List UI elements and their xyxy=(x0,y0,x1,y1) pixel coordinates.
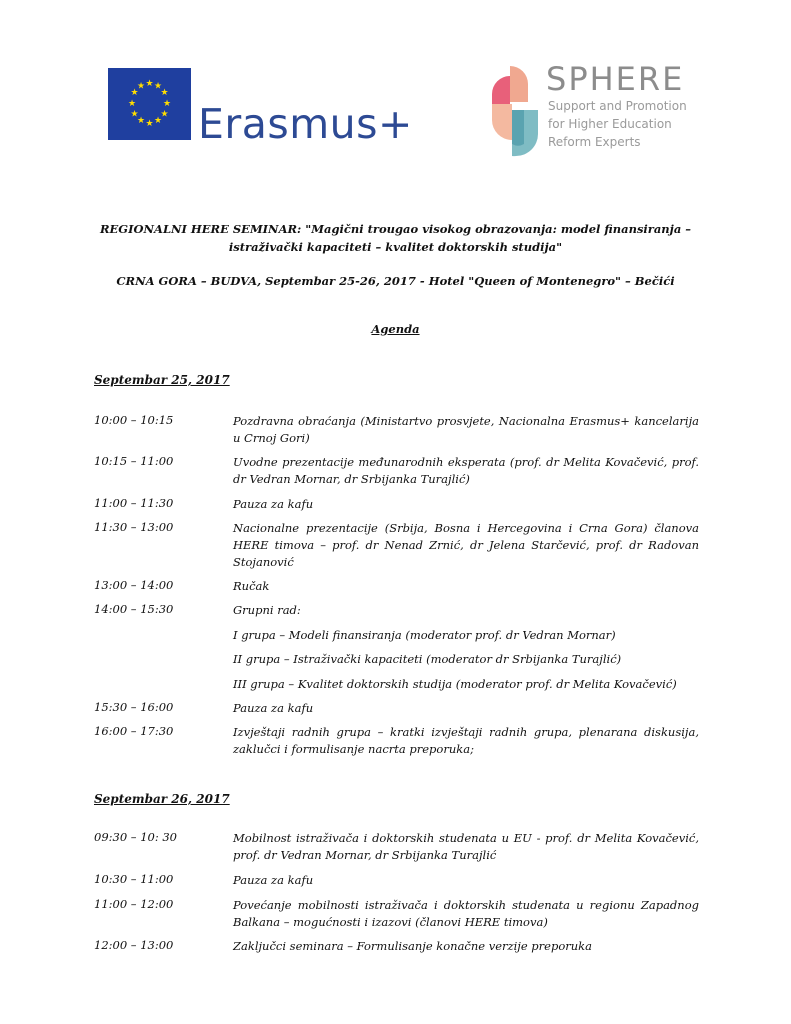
sphere-subtitle-line: for Higher Education xyxy=(548,117,672,131)
agenda-time: 10:00 – 10:15 xyxy=(94,413,174,427)
agenda-time: 16:00 – 17:30 xyxy=(94,724,174,738)
erasmus-wordmark: Erasmus+ xyxy=(198,100,413,148)
agenda-subitem: I grupa – Modeli finansiranja (moderator prof. dr Vedran Mornar) xyxy=(233,628,616,642)
agenda-subitem: III grupa – Kvalitet doktorskih studija (moderator prof. dr Melita Kovačević) xyxy=(233,677,677,691)
agenda-time: 12:00 – 13:00 xyxy=(94,938,174,952)
agenda-heading: Agenda xyxy=(371,322,420,336)
agenda-item: Zaključci seminara – Formulisanje konačne verzije preporuka xyxy=(233,939,592,953)
svg-text:★: ★ xyxy=(130,109,139,120)
svg-text:★: ★ xyxy=(160,109,169,120)
agenda-subitem: II grupa – Istraživački kapaciteti (moderator dr Srbijanka Turajlić) xyxy=(233,652,622,666)
seminar-title-line-1: REGIONALNI HERE SEMINAR: "Magični trougao visokog obrazovanja: model finansiranja – xyxy=(99,222,692,236)
eu-flag-icon xyxy=(108,68,191,140)
svg-text:★: ★ xyxy=(162,99,172,109)
agenda-time: 11:00 – 11:30 xyxy=(94,496,174,510)
sphere-subtitle-line: Reform Experts xyxy=(548,135,641,149)
sphere-logo xyxy=(490,60,700,160)
day1-date: Septembar 25, 2017 xyxy=(94,373,230,387)
agenda-time: 10:15 – 11:00 xyxy=(94,454,174,468)
sphere-title: SPHERE xyxy=(546,60,685,98)
svg-text:★: ★ xyxy=(127,99,137,109)
sphere-subtitle-line: Support and Promotion xyxy=(548,99,687,113)
agenda-item: Uvodne prezentacije međunarodnih eksperata (prof. dr Melita Kovačević, prof. dr Vedran Mornar, dr Srbijanka Turajlić) xyxy=(233,455,699,486)
agenda-time: 11:00 – 12:00 xyxy=(94,897,174,911)
seminar-title-line-2: istraživački kapaciteti – kvalitet doktorskih studija" xyxy=(228,240,563,254)
svg-text:★: ★ xyxy=(145,119,154,129)
svg-text:★: ★ xyxy=(130,88,139,98)
agenda-time: 11:30 – 13:00 xyxy=(94,520,174,534)
agenda-time: 09:30 – 10: 30 xyxy=(94,830,177,844)
day2-date: Septembar 26, 2017 xyxy=(94,792,230,806)
svg-text:★: ★ xyxy=(136,81,146,92)
svg-text:★: ★ xyxy=(160,88,169,98)
agenda-item: Povećanje mobilnosti istraživača i doktorskih studenata u regionu Zapadnog Balkana – mogućnosti i izazovi (članovi HERE timova) xyxy=(233,898,699,929)
erasmus-logo xyxy=(108,68,413,148)
agenda-item: Pauza za kafu xyxy=(233,873,314,887)
agenda-time: 15:30 – 16:00 xyxy=(94,700,174,714)
agenda-item: Pauza za kafu xyxy=(233,701,314,715)
agenda-time: 10:30 – 11:00 xyxy=(94,872,174,886)
seminar-location: CRNA GORA – BUDVA, Septembar 25-26, 2017 - Hotel "Queen of Montenegro" – Bečići xyxy=(116,274,675,288)
agenda-item: Grupni rad: xyxy=(233,603,301,617)
agenda-item: Izvještaji radnih grupa – kratki izvještaji radnih grupa, plenarana diskusija, zaklučci i formulisanje nacrta preporuka; xyxy=(233,725,699,756)
svg-text:★: ★ xyxy=(153,116,163,126)
agenda-item: Pauza za kafu xyxy=(233,497,314,511)
svg-text:★: ★ xyxy=(145,79,154,89)
agenda-item: Nacionalne prezentacije (Srbija, Bosna i Hercegovina i Crna Gora) članova HERE timova – prof. dr Nenad Zrnić, dr Jelena Starčević, prof. dr Radovan Stojanović xyxy=(233,521,699,569)
svg-text:★: ★ xyxy=(136,116,146,126)
agenda-item: Mobilnost istraživača i doktorskih studenata u EU - prof. dr Melita Kovačević, prof. dr Vedran Mornar, dr Srbijanka Turajlić xyxy=(233,831,699,862)
svg-text:★: ★ xyxy=(153,81,163,92)
agenda-item: Pozdravna obraćanja (Ministartvo prosvjete, Nacionalna Erasmus+ kancelarija u Crnoj Gori) xyxy=(233,414,699,445)
agenda-item: Ručak xyxy=(233,579,270,593)
agenda-time: 14:00 – 15:30 xyxy=(94,602,174,616)
agenda-time: 13:00 – 14:00 xyxy=(94,578,174,592)
